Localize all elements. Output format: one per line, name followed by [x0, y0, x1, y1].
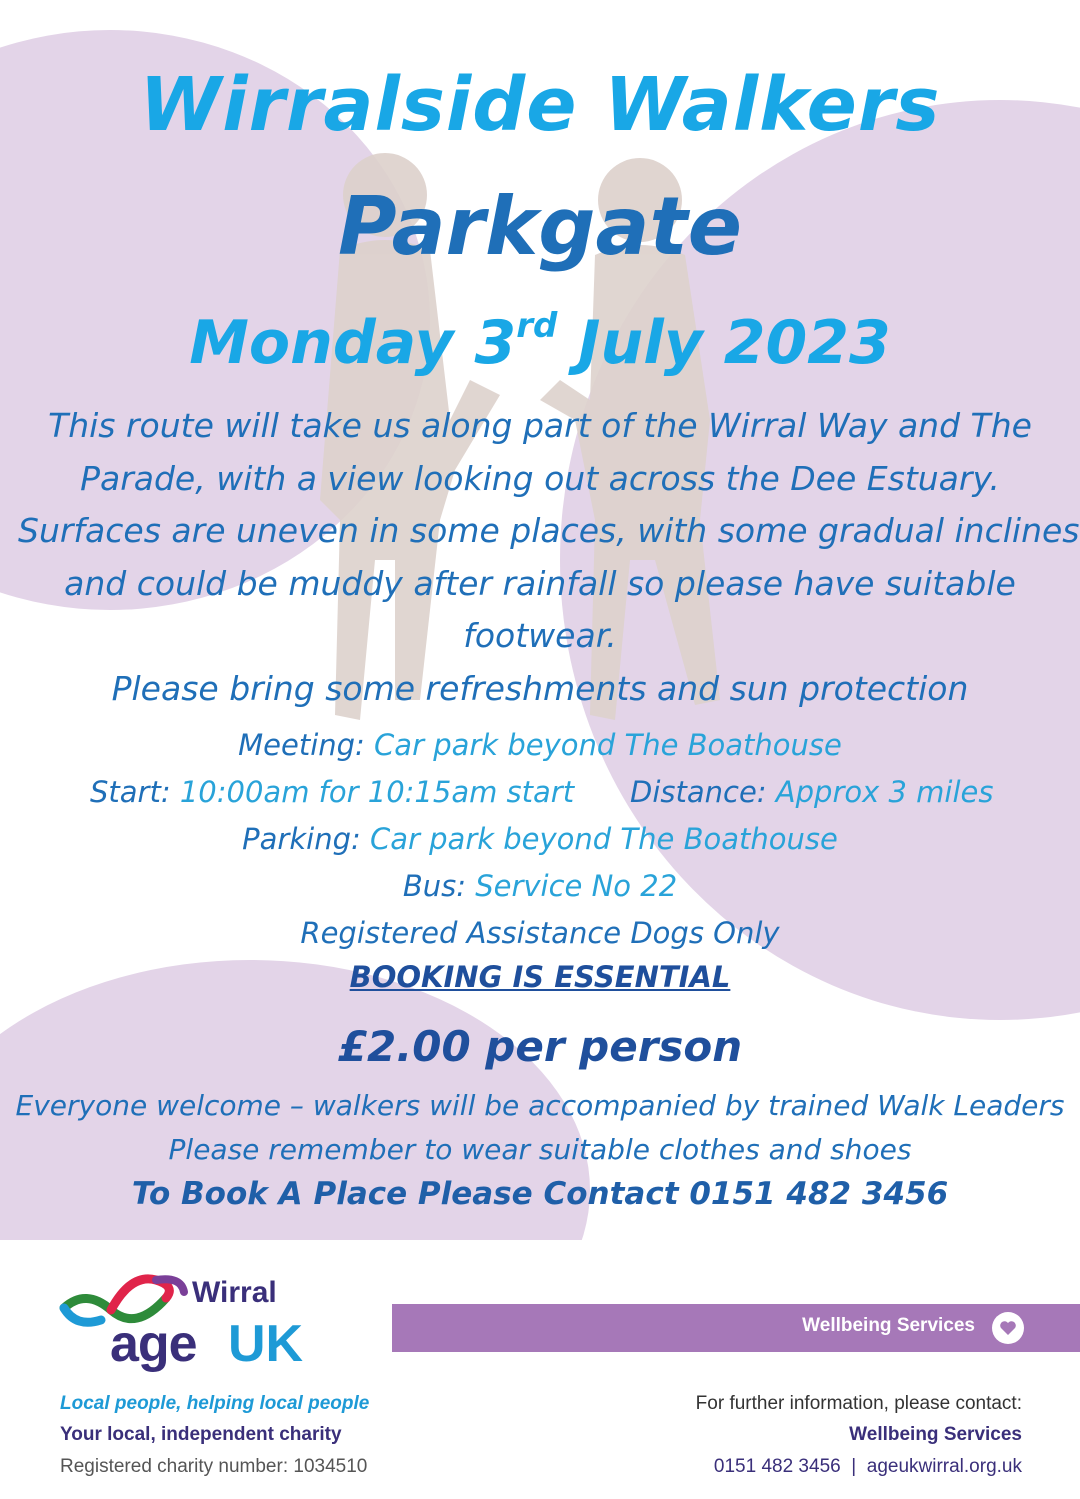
welcome-line: Please remember to wear suitable clothes and shoes [168, 1133, 912, 1166]
logo-region: Wirral [192, 1276, 277, 1309]
description-line: Surfaces are uneven in some places, with some gradual inclines [18, 511, 1080, 550]
phone-and-website: 0151 482 3456 | ageukwirral.org.uk [713, 1456, 1022, 1477]
meeting-detail: Meeting: Car park beyond The Boathouse [238, 728, 842, 762]
wellbeing-services-bar [392, 1304, 1080, 1352]
logo-age: age [110, 1315, 197, 1373]
bus-detail: Bus: Service No 22 [402, 869, 678, 903]
event-title: Wirralside Walkers [139, 62, 941, 148]
price: £2.00 per person [337, 1022, 743, 1071]
description-line: Parade, with a view looking out across the Dee Estuary. [80, 458, 1000, 498]
description-line: Please bring some refreshments and sun protection [111, 668, 969, 708]
booking-contact: To Book A Place Please Contact 0151 482 3456 [131, 1176, 949, 1212]
parking-detail: Parking: Car park beyond The Boathouse [242, 822, 838, 856]
booking-notice: BOOKING IS ESSENTIAL [349, 960, 731, 994]
logo-uk: UK [228, 1315, 304, 1373]
wellbeing-services-label: Wellbeing Services [802, 1315, 975, 1336]
start-detail: Start: 10:00am for 10:15am start [90, 775, 575, 809]
heart-icon [992, 1312, 1024, 1344]
dogs-notice: Registered Assistance Dogs Only [300, 916, 780, 950]
further-info-text: For further information, please contact: [695, 1393, 1022, 1414]
event-location: Parkgate [338, 180, 742, 273]
description-line: This route will take us along part of the Wirral Way and The [48, 406, 1032, 445]
description-line: footwear. [463, 616, 617, 655]
contact-department: Wellbeing Services [849, 1424, 1022, 1445]
registered-charity-number: Registered charity number: 1034510 [60, 1456, 368, 1477]
distance-detail: Distance: Approx 3 miles [630, 775, 994, 809]
route-description [0, 400, 1080, 715]
charity-text: Your local, independent charity [60, 1424, 342, 1445]
welcome-line: Everyone welcome – walkers will be accompanied by trained Walk Leaders [15, 1089, 1065, 1122]
description-line: and could be muddy after rainfall so please have suitable [64, 563, 1016, 603]
age-uk-wirral-logo [56, 1268, 356, 1378]
event-date: Monday 3rd July 2023 [189, 306, 891, 378]
tagline: Local people, helping local people [60, 1393, 370, 1414]
